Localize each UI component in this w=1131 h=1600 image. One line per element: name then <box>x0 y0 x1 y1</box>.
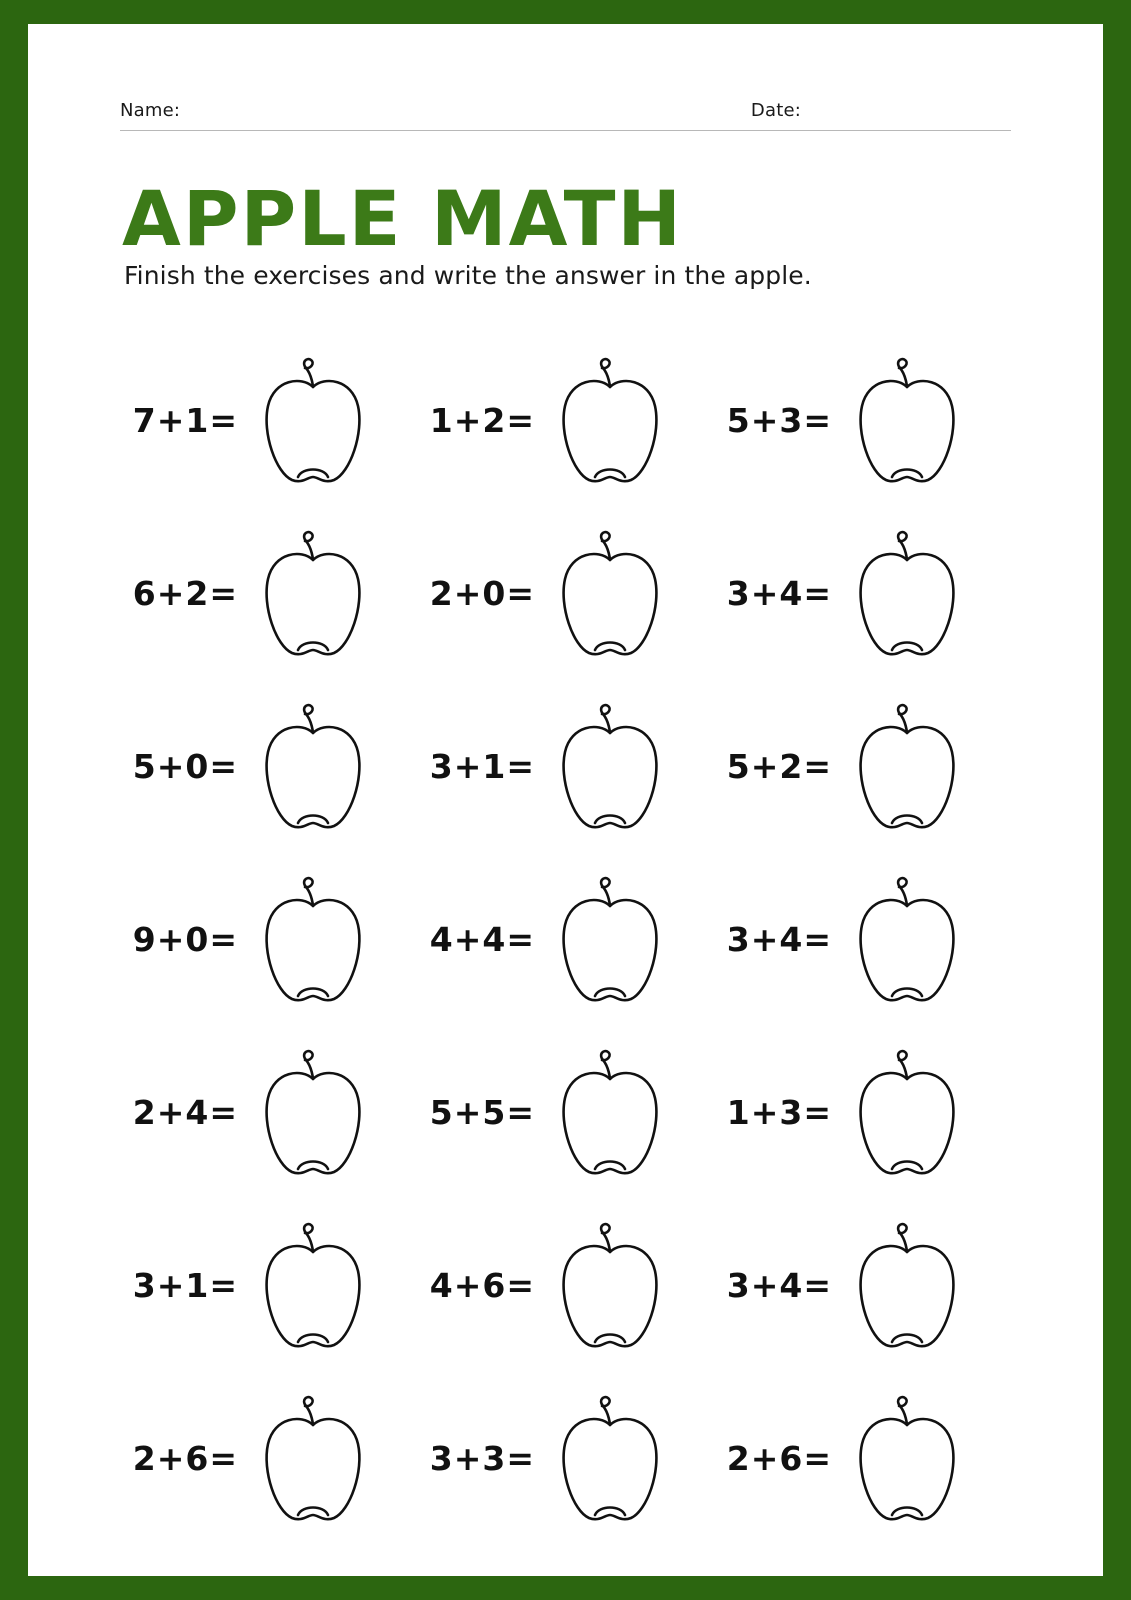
apple-icon[interactable] <box>547 697 673 837</box>
problem-item <box>120 1026 417 1199</box>
problem-item <box>417 334 714 507</box>
problem-item <box>120 507 417 680</box>
problem-item <box>714 1026 1011 1199</box>
apple-icon[interactable] <box>844 870 970 1010</box>
apple-icon[interactable] <box>250 351 376 491</box>
problem-item <box>714 334 1011 507</box>
apple-icon[interactable] <box>250 870 376 1010</box>
problem-item <box>417 853 714 1026</box>
problem-expression: 5+3= <box>726 401 832 441</box>
problem-item <box>417 680 714 853</box>
problem-item <box>120 1372 417 1545</box>
problem-expression: 5+0= <box>132 747 238 787</box>
apple-icon[interactable] <box>250 1216 376 1356</box>
problem-expression: 3+4= <box>726 1266 832 1306</box>
problem-item <box>714 1199 1011 1372</box>
problem-expression: 9+0= <box>132 920 238 960</box>
problem-item <box>120 680 417 853</box>
problem-expression: 5+2= <box>726 747 832 787</box>
apple-icon[interactable] <box>250 1043 376 1183</box>
problem-expression: 3+1= <box>429 747 535 787</box>
problem-item <box>714 680 1011 853</box>
apple-icon[interactable] <box>844 351 970 491</box>
problem-expression: 4+6= <box>429 1266 535 1306</box>
problem-item <box>417 507 714 680</box>
problem-item <box>714 1372 1011 1545</box>
apple-icon[interactable] <box>250 524 376 664</box>
problem-expression: 2+0= <box>429 574 535 614</box>
page-title: APPLE MATH <box>122 174 684 263</box>
apple-icon[interactable] <box>844 1389 970 1529</box>
apple-icon[interactable] <box>547 1043 673 1183</box>
problem-item <box>120 853 417 1026</box>
problem-expression: 2+4= <box>132 1093 238 1133</box>
problem-item <box>417 1026 714 1199</box>
instructions-text: Finish the exercises and write the answer in the apple. <box>124 261 812 291</box>
problem-expression: 3+3= <box>429 1439 535 1479</box>
problem-expression: 2+6= <box>132 1439 238 1479</box>
problem-expression: 4+4= <box>429 920 535 960</box>
apple-icon[interactable] <box>844 697 970 837</box>
apple-icon[interactable] <box>547 524 673 664</box>
apple-icon[interactable] <box>547 1389 673 1529</box>
problem-expression: 3+1= <box>132 1266 238 1306</box>
problem-item <box>120 334 417 507</box>
date-label: Date: <box>750 100 801 121</box>
problem-expression: 7+1= <box>132 401 238 441</box>
apple-icon[interactable] <box>547 870 673 1010</box>
problem-expression: 1+2= <box>429 401 535 441</box>
apple-icon[interactable] <box>844 524 970 664</box>
problem-expression: 3+4= <box>726 920 832 960</box>
problem-expression: 2+6= <box>726 1439 832 1479</box>
problem-item <box>120 1199 417 1372</box>
problem-item <box>417 1372 714 1545</box>
problem-item <box>714 853 1011 1026</box>
problem-expression: 1+3= <box>726 1093 832 1133</box>
problem-expression: 5+5= <box>429 1093 535 1133</box>
apple-icon[interactable] <box>547 1216 673 1356</box>
worksheet-sheet <box>28 24 1103 1576</box>
problem-grid <box>120 334 1011 1545</box>
student-info-row <box>120 100 1011 131</box>
problem-item <box>714 507 1011 680</box>
apple-icon[interactable] <box>844 1216 970 1356</box>
apple-icon[interactable] <box>844 1043 970 1183</box>
problem-expression: 3+4= <box>726 574 832 614</box>
apple-icon[interactable] <box>250 1389 376 1529</box>
problem-item <box>417 1199 714 1372</box>
apple-icon[interactable] <box>547 351 673 491</box>
problem-expression: 6+2= <box>132 574 238 614</box>
apple-icon[interactable] <box>250 697 376 837</box>
name-label: Name: <box>120 100 181 121</box>
